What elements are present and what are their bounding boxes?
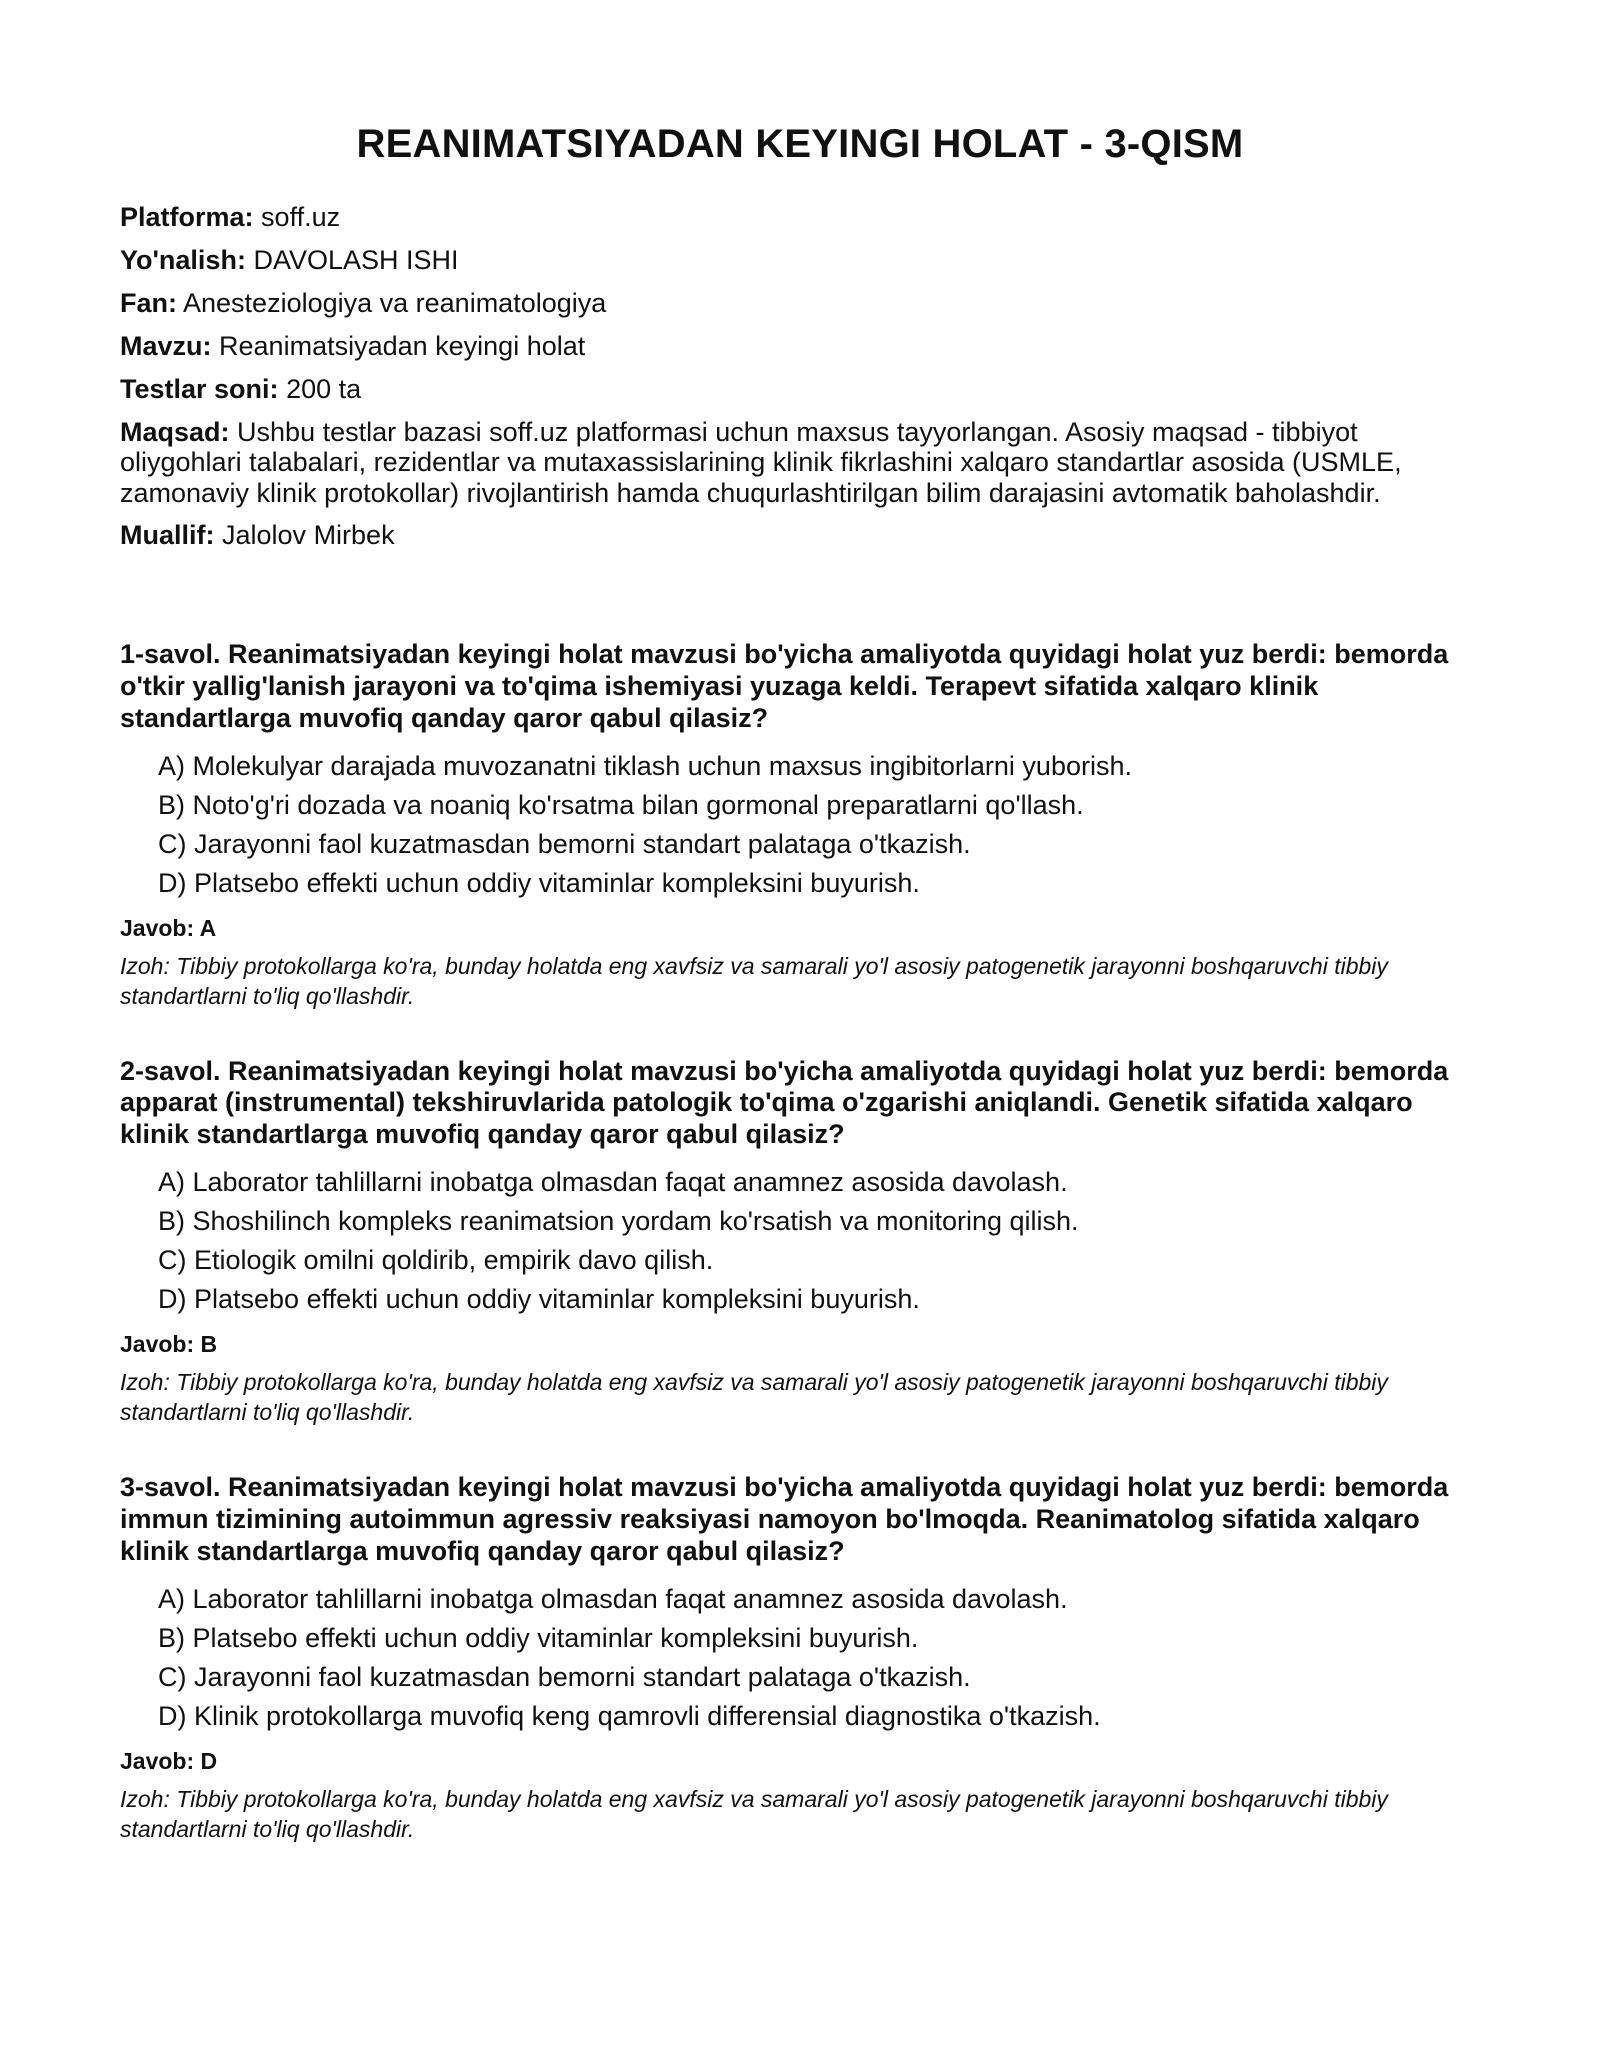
- meta-value: Anesteziologiya va reanimatologiya: [183, 288, 607, 319]
- question-text: 2-savol. Reanimatsiyadan keyingi holat mavzusi bo'yicha amaliyotda quyidagi holat yuz berdi: bemorda apparat (instrumental) tekshiruvlarida patologik to'qima o'zgarishi aniqlandi. Genetik sifatida xalqaro klinik standartlarga muvofiq qanday qaror qabul qilasiz?: [120, 1055, 1449, 1150]
- meta-platform: [120, 202, 1480, 233]
- option-b: B) Noto'g'ri dozada va noaniq ko'rsatma bilan gormonal preparatlarni qo'llash.: [158, 789, 1084, 820]
- option-a: A) Molekulyar darajada muvozanatni tiklash uchun maxsus ingibitorlarni yuborish.: [158, 750, 1132, 781]
- meta-direction: [120, 245, 1480, 276]
- option-c: C) Jarayonni faol kuzatmasdan bemorni standart palataga o'tkazish.: [158, 828, 971, 859]
- meta-value: DAVOLASH ISHI: [253, 245, 459, 276]
- option-c: C) Etiologik omilni qoldirib, empirik davo qilish.: [158, 1245, 714, 1276]
- answer: Javob: B: [120, 1331, 218, 1358]
- document-title: REANIMATSIYADAN KEYINGI HOLAT - 3-QISM: [356, 122, 1244, 166]
- option-list: [120, 1584, 1480, 1732]
- meta-label: Muallif:: [120, 519, 215, 550]
- question-text: 3-savol. Reanimatsiyadan keyingi holat mavzusi bo'yicha amaliyotda quyidagi holat yuz berdi: bemorda immun tizimining autoimmun agressiv reaksiyasi namoyon bo'lmoqda. Reanimatolog sifatida xalqaro klinik standartlarga muvofiq qanday qaror qabul qilasiz?: [120, 1472, 1449, 1566]
- question-item: [120, 639, 1480, 1012]
- meta-label: Testlar soni:: [120, 374, 279, 405]
- explanation: Izoh: Tibbiy protokollarga ko'ra, bunday holatda eng xavfsiz va samarali yo'l asosiy patogenetik jarayonni boshqaruvchi tibbiy standartlarni to'liq qo'llashdir.: [120, 952, 1388, 1009]
- option-list: [120, 1167, 1480, 1315]
- meta-label: Maqsad:: [120, 417, 230, 448]
- meta-label: Platforma:: [120, 202, 254, 232]
- option-a: A) Laborator tahlillarni inobatga olmasdan faqat anamnez asosida davolash.: [158, 1583, 1068, 1614]
- option-b: B) Shoshilinch kompleks reanimatsion yordam ko'rsatish va monitoring qilish.: [158, 1206, 1079, 1237]
- meta-value: Reanimatsiyadan keyingi holat: [219, 331, 586, 362]
- meta-topic: [120, 331, 1480, 362]
- document-meta: [120, 202, 1480, 551]
- option-list: [120, 751, 1480, 899]
- option-c: C) Jarayonni faol kuzatmasdan bemorni standart palataga o'tkazish.: [158, 1661, 971, 1692]
- meta-value: Ushbu testlar bazasi soff.uz platformasi uchun maxsus tayyorlangan. Asosiy maqsad - tibbiyot oliygohlari talabalari, rezidentlar va mutaxassislarining klinik fikrlashini xalqaro standartlar asosida (USMLE, zamonaviy klinik protokollar) rivojlantirish hamda chuqurlashtirilgan bilim darajasini avtomatik baholashdir.: [120, 417, 1402, 508]
- meta-label: Mavzu:: [120, 331, 212, 362]
- meta-label: Fan:: [120, 288, 177, 319]
- meta-purpose: [120, 417, 1480, 508]
- answer: Javob: D: [120, 1747, 218, 1774]
- meta-author: [120, 520, 1480, 551]
- answer: Javob: A: [120, 914, 217, 941]
- option-a: A) Laborator tahlillarni inobatga olmasdan faqat anamnez asosida davolash.: [158, 1167, 1068, 1198]
- option-d: D) Klinik protokollarga muvofiq keng qamrovli differensial diagnostika o'tkazish.: [158, 1700, 1101, 1731]
- meta-value: soff.uz: [261, 202, 341, 232]
- meta-value: Jalolov Mirbek: [222, 519, 395, 550]
- explanation: Izoh: Tibbiy protokollarga ko'ra, bunday holatda eng xavfsiz va samarali yo'l asosiy patogenetik jarayonni boshqaruvchi tibbiy standartlarni to'liq qo'llashdir.: [120, 1785, 1388, 1842]
- option-d: D) Platsebo effekti uchun oddiy vitaminlar kompleksini buyurish.: [158, 1284, 920, 1315]
- explanation: Izoh: Tibbiy protokollarga ko'ra, bunday holatda eng xavfsiz va samarali yo'l asosiy patogenetik jarayonni boshqaruvchi tibbiy standartlarni to'liq qo'llashdir.: [120, 1369, 1388, 1426]
- question-text: 1-savol. Reanimatsiyadan keyingi holat mavzusi bo'yicha amaliyotda quyidagi holat yuz berdi: bemorda o'tkir yallig'lanish jarayoni va to'qima ishemiyasi yuzaga keldi. Terapevt sifatida xalqaro klinik standartlarga muvofiq qanday qaror qabul qilasiz?: [120, 638, 1449, 733]
- option-b: B) Platsebo effekti uchun oddiy vitaminlar kompleksini buyurish.: [158, 1622, 919, 1653]
- meta-label: Yo'nalish:: [120, 245, 246, 276]
- option-d: D) Platsebo effekti uchun oddiy vitaminlar kompleksini buyurish.: [158, 867, 920, 898]
- meta-test-count: [120, 374, 1480, 405]
- meta-subject: [120, 288, 1480, 319]
- question-item: [120, 1056, 1480, 1429]
- question-list: [120, 639, 1480, 1845]
- question-item: [120, 1472, 1480, 1845]
- meta-value: 200 ta: [286, 374, 362, 405]
